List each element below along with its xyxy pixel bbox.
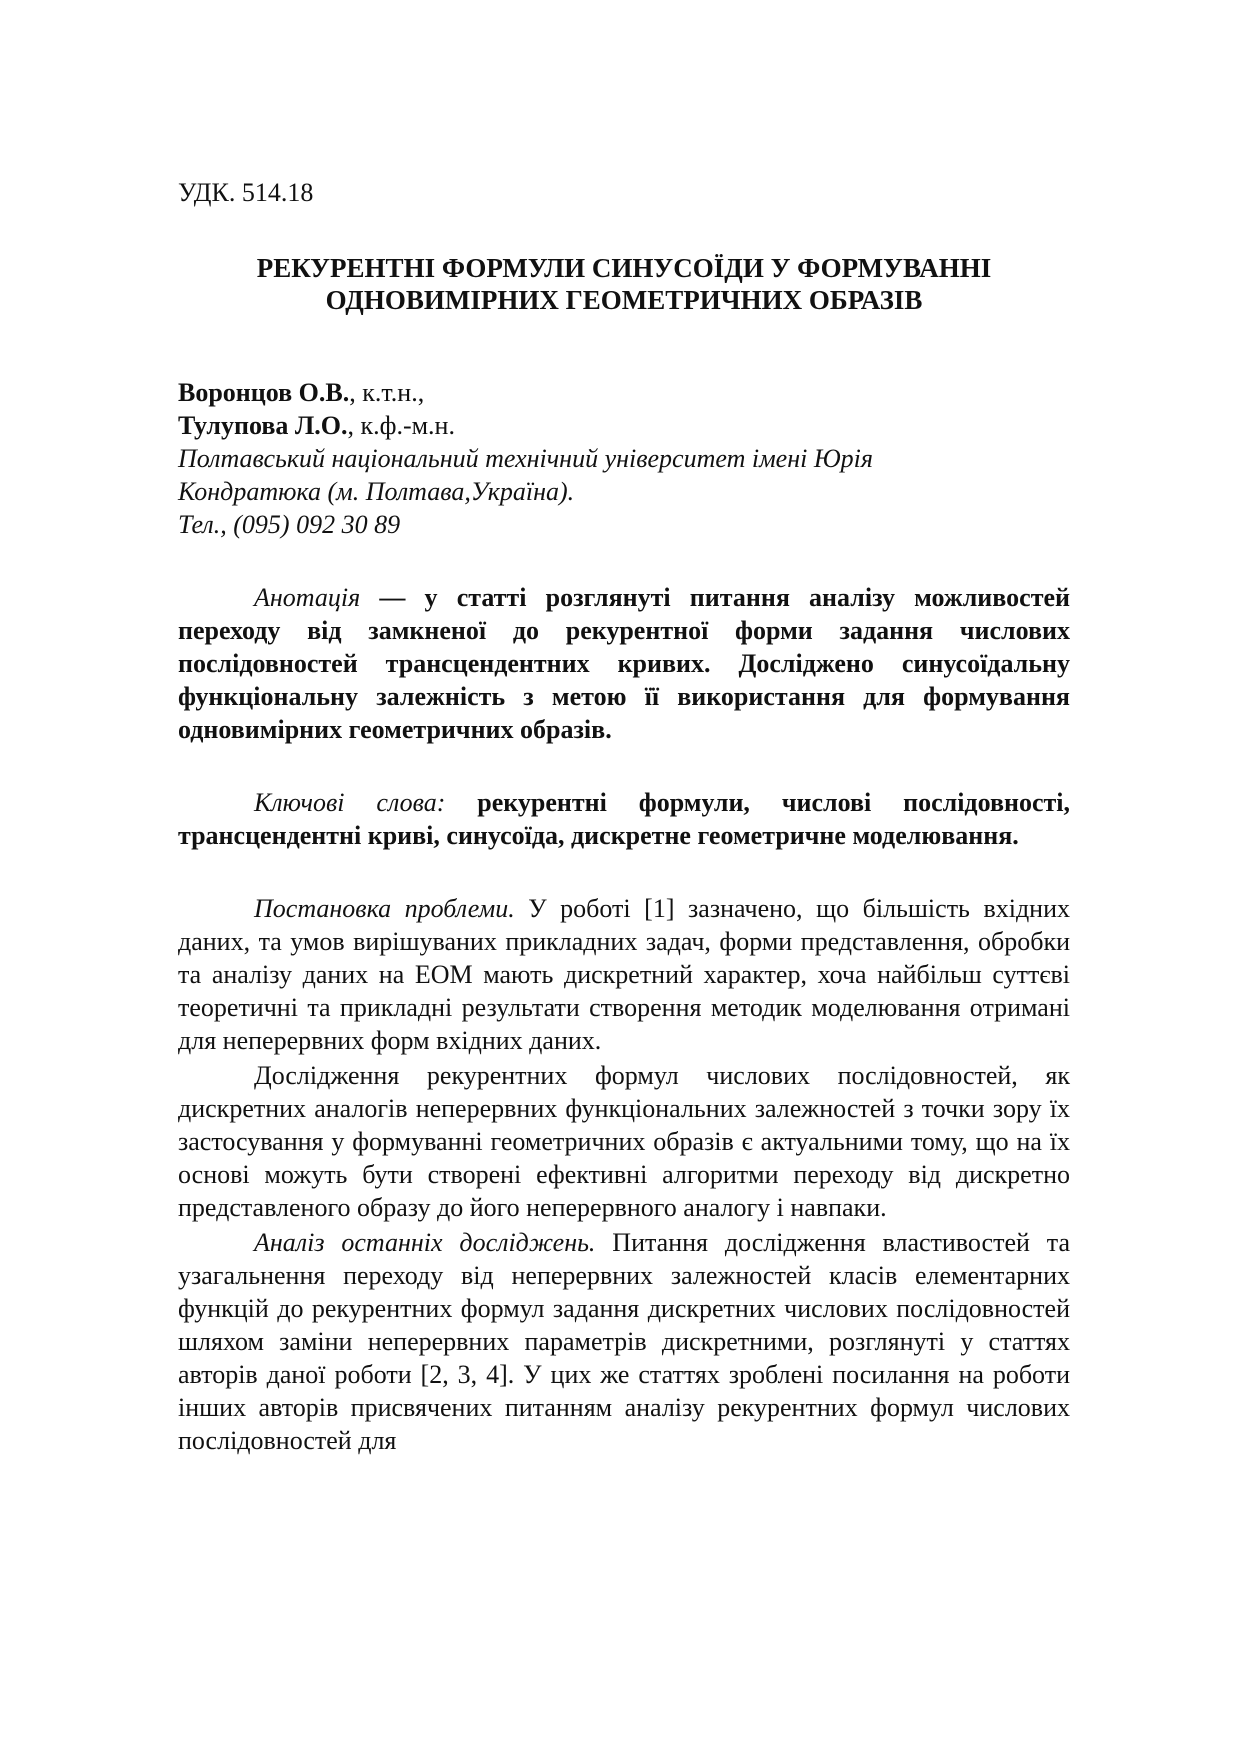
paragraph-recent-research: [178, 1226, 1070, 1457]
title-line-1: РЕКУРЕНТНІ ФОРМУЛИ СИНУСОЇДИ У ФОРМУВАННІ: [256, 253, 992, 283]
affiliation-line-1: Полтавський національний технічний університет імені Юрія: [178, 444, 873, 473]
author-1-degree: , к.т.н.,: [349, 378, 425, 407]
paragraph-problem-statement: [178, 892, 1070, 1057]
author-block: [178, 376, 1070, 541]
affiliation-line-2: Кондратюка (м. Полтава,Україна).: [178, 477, 575, 506]
paragraph-3-text: Питання дослідження властивостей та узагальнення переходу від неперервних залежностей класів елементарних функцій до рекурентних формул задання дискретних числових послідовностей шляхом заміни неперервних параметрів дискретними, розглянуті у статтях авторів даної роботи [2, 3, 4]. У цих же статтях зроблені посилання на роботи інших авторів присвячених питанням аналізу рекурентних формул числових послідовностей для: [178, 1228, 1070, 1455]
author-1: [178, 376, 1070, 409]
paragraph-2-text: Дослідження рекурентних формул числових послідовностей, як дискретних аналогів неперервних функціональних залежностей з точки зору їх застосування у формуванні геометричних образів є актуальними тому, що на їх основі можуть бути створені ефективні алгоритми переходу від дискретно представленого образу до його неперервного аналогу і навпаки.: [178, 1061, 1070, 1222]
author-2-name: Тулупова Л.О.: [178, 411, 348, 440]
author-2-degree: , к.ф.-м.н.: [347, 411, 455, 440]
author-1-name: Воронцов О.В.: [178, 378, 350, 407]
annotation-text: — у статті розглянуті питання аналізу можливостей переходу від замкненої до рекурентної форми задання числових послідовностей трансцендентних кривих. Досліджено синусоїдальну функціональну залежність з метою її використання для формування одновимірних геометричних образів.: [178, 583, 1070, 744]
body-text: [178, 892, 1070, 1457]
paragraph-relevance: [178, 1059, 1070, 1224]
paragraph-1-lead: Постановка проблеми.: [254, 894, 515, 923]
udc-code: УДК. 514.18: [178, 178, 314, 207]
keywords: [178, 786, 1070, 852]
paragraph-1-text: У роботі [1] зазначено, що більшість вхідних даних, та умов вирішуваних прикладних задач, форми представлення, обробки та аналізу даних на ЕОМ мають дискретний характер, хоча найбільш суттєві теоретичні та прикладні результати створення методик моделювання отримані для неперервних форм вхідних даних.: [178, 894, 1070, 1055]
title-line-2: ОДНОВИМІРНИХ ГЕОМЕТРИЧНИХ ОБРАЗІВ: [325, 285, 923, 315]
annotation-lead: Анотація: [254, 583, 361, 612]
paper-page: [178, 176, 1070, 1459]
paper-title: [178, 252, 1070, 316]
affiliation-phone: Тел., (095) 092 30 89: [178, 510, 401, 539]
keywords-text: рекурентні формули, числові послідовності, трансцендентні криві, синусоїда, дискретне геометричне моделювання.: [178, 788, 1070, 850]
annotation: [178, 581, 1070, 746]
keywords-lead: Ключові слова:: [254, 788, 446, 817]
author-2: [178, 409, 1070, 442]
paragraph-3-lead: Аналіз останніх досліджень.: [254, 1228, 596, 1257]
